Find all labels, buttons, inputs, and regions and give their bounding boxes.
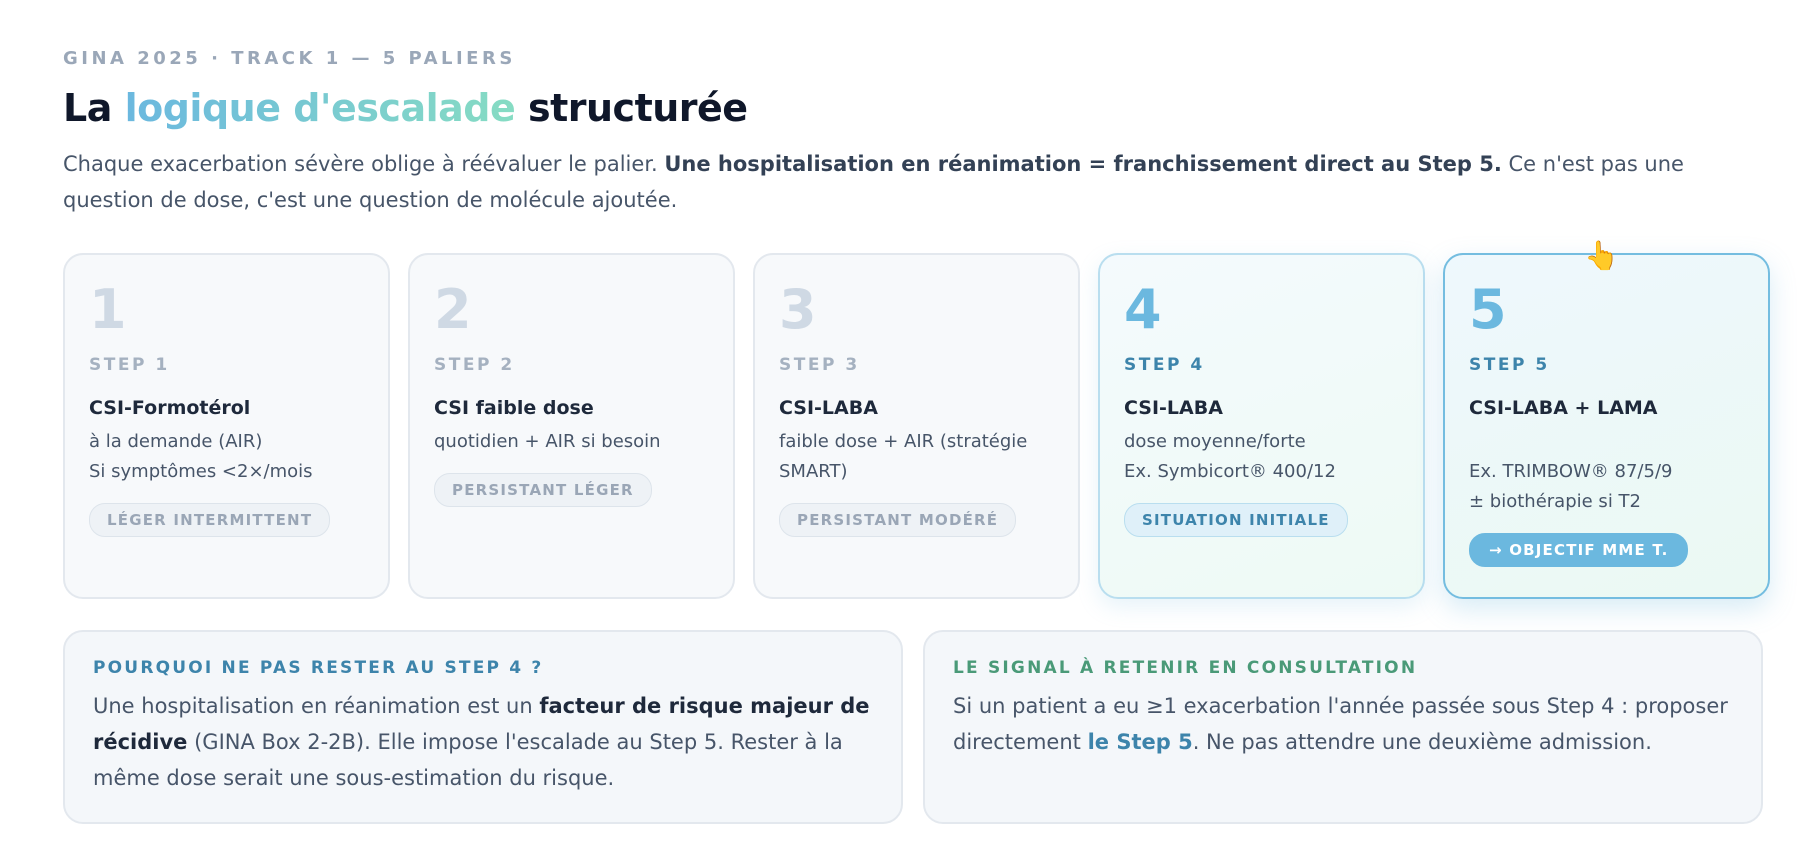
step-label: STEP 5 (1469, 355, 1550, 375)
note-body (953, 688, 1733, 760)
step-name: CSI faible dose (434, 397, 594, 419)
step-desc-line: faible dose + AIR (stratégie (779, 431, 1028, 452)
step-number: 3 (779, 278, 817, 341)
step-card-1[interactable] (63, 253, 390, 599)
step-description (1124, 427, 1399, 487)
note-body-pre: Une hospitalisation en réanimation est un (93, 694, 540, 718)
steps-row (63, 253, 1763, 599)
intro-post: Ce n'est pas une question de dose, c'est une question de molécule ajoutée. (63, 152, 1684, 212)
step-description (779, 427, 1054, 487)
note-heading: POURQUOI NE PAS RESTER AU STEP 4 ? (93, 658, 544, 678)
step-desc-line: Si symptômes <2×/mois (89, 461, 313, 482)
step-desc-line: dose moyenne/forte (1124, 431, 1306, 452)
step-label: STEP 3 (779, 355, 860, 375)
step-label: STEP 1 (89, 355, 170, 375)
step-label: STEP 4 (1124, 355, 1205, 375)
note-body-post: (GINA Box 2-2B). Elle impose l'escalade au Step 5. Rester à la même dose serait une sous-estimation du risque. (93, 730, 843, 790)
step-number: 5 (1469, 278, 1507, 341)
step-description (89, 427, 364, 487)
step-desc-line: Ex. Symbicort® 400/12 (1124, 461, 1336, 482)
step-card-2[interactable] (408, 253, 735, 599)
page-title (63, 86, 748, 130)
eyebrow: GINA 2025 · TRACK 1 — 5 PALIERS (63, 48, 516, 69)
why-not-step4-note (63, 630, 903, 824)
note-body-bold: facteur de risque majeur de récidive (93, 694, 870, 754)
step-number: 2 (434, 278, 472, 341)
note-body-post: . Ne pas attendre une deuxième admission. (1192, 730, 1652, 754)
step-desc-line: Ex. TRIMBOW® 87/5/9 (1469, 461, 1673, 482)
step-desc-line: quotidien + AIR si besoin (434, 431, 661, 452)
notes-row (63, 630, 1763, 824)
step-badge: LÉGER INTERMITTENT (89, 503, 330, 537)
objective-badge: → OBJECTIF MME T. (1469, 533, 1688, 567)
note-body-pre: Si un patient a eu ≥1 exacerbation l'année passée sous Step 4 : proposer directement (953, 694, 1728, 754)
step-badge: PERSISTANT LÉGER (434, 473, 652, 507)
intro-pre: Chaque exacerbation sévère oblige à réévaluer le palier. (63, 152, 665, 176)
step-card-5[interactable] (1443, 253, 1770, 599)
step-card-4[interactable] (1098, 253, 1425, 599)
intro-text (63, 146, 1763, 218)
step5-link[interactable]: le Step 5 (1087, 730, 1193, 754)
step-desc-line: SMART) (779, 461, 848, 482)
step-desc-spacer (1469, 427, 1744, 457)
note-body (93, 688, 873, 796)
step-badge: SITUATION INITIALE (1124, 503, 1348, 537)
step-desc-line: à la demande (AIR) (89, 431, 263, 452)
step-name: CSI-LABA + LAMA (1469, 397, 1658, 419)
title-post: structurée (515, 86, 748, 130)
step-card-3[interactable] (753, 253, 1080, 599)
step-badge: PERSISTANT MODÉRÉ (779, 503, 1016, 537)
step-description (434, 427, 709, 457)
step-desc-line: ± biothérapie si T2 (1469, 491, 1641, 512)
step-name: CSI-LABA (1124, 397, 1223, 419)
step-name: CSI-LABA (779, 397, 878, 419)
step-description (1469, 427, 1744, 517)
step-number: 4 (1124, 278, 1162, 341)
step-name: CSI-Formotérol (89, 397, 251, 419)
step-label: STEP 2 (434, 355, 515, 375)
title-highlight: logique d'escalade (124, 86, 516, 130)
step-number: 1 (89, 278, 127, 341)
intro-bold: Une hospitalisation en réanimation = franchissement direct au Step 5. (664, 152, 1502, 176)
pointer-hand-icon: 👆 (1584, 239, 1619, 272)
title-pre: La (63, 86, 125, 130)
consultation-signal-note (923, 630, 1763, 824)
note-heading: LE SIGNAL À RETENIR EN CONSULTATION (953, 658, 1418, 678)
